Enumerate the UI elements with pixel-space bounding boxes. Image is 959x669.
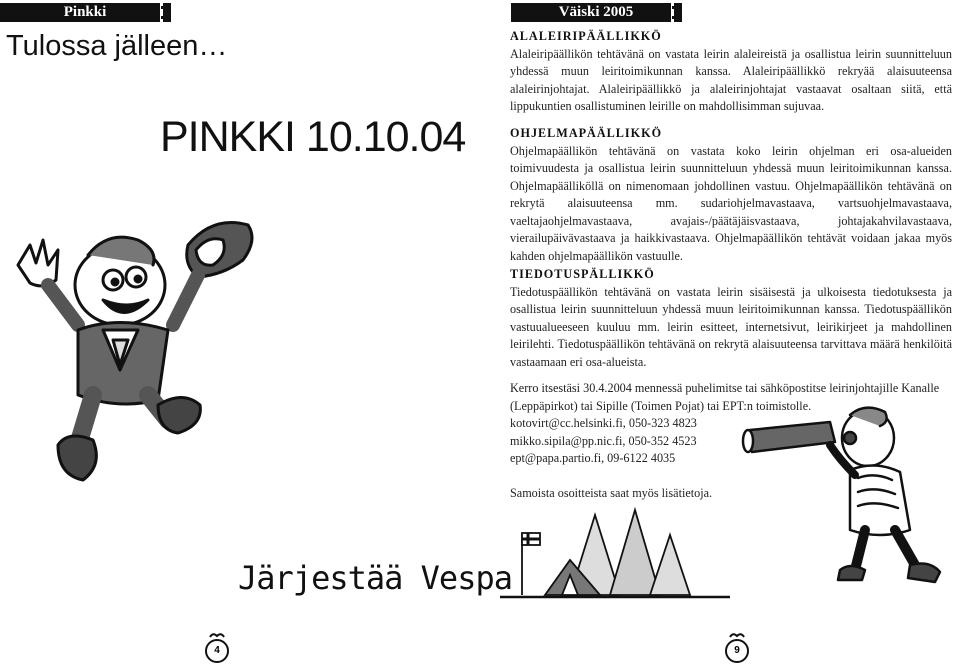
section-tiedotuspaallikko (510, 266, 952, 371)
camp-scene-illustration (500, 505, 730, 605)
right-page-number-text: 9 (734, 645, 740, 656)
contact-line: ept@papa.partio.fi, 09-6122 4035 (510, 451, 676, 465)
contact-line: kotovirt@cc.helsinki.fi, 050-323 4823 (510, 416, 697, 430)
section-body: Tiedotuspäällikön tehtävänä on vastata leirin sisäisestä ja ulkoisesta tiedotuksesta ja osallistua leirin suunnitteluun yhdessä muun leiritoimikunnan kanssa. Tiedotuspäällikön vastuualueeseen kuuluu mm. leirin esitteet, internetsivut, leirikirjeet ja mahdollinen leirilehti. Tiedotuspäällikön tehtävänä on rekrytä alaisuuteensa tarvittava määrä henkilöitä vastaamaan eri osa-alueista. (510, 284, 952, 369)
scout-with-telescope-illustration (740, 400, 950, 590)
section-ohjelmapaallikko (510, 125, 952, 265)
section-alaleiripaallikko (510, 28, 952, 116)
left-page-number-text: 4 (214, 645, 220, 656)
event-name: PINKKI 10.10.04 (160, 113, 466, 161)
section-heading: TIEDOTUSPÄLLIKKÖ (510, 267, 655, 281)
contact-footer: Samoista osoitteista saat myös lisätietoja. (510, 485, 713, 500)
header-left-title: Pinkki (63, 4, 107, 20)
section-body: Alaleiripäällikön tehtävänä on vastata leirin alaleireistä ja osallistua leirin suunnitteluun yhdessä muun leiritoimikunnan kanssa. Alaleiripäällikkö rekryää alaisuuteensa alaleirinjohtajat. Alaleiripäällikkö ja alaleirinjohtajat vastaavat osaltaan siitä, että lippukuntien osallistuminen leirille on mahdollisimman sujuvaa. (510, 46, 952, 113)
tab-marker-icon (671, 3, 685, 22)
header-right-title: Väiski 2005 (558, 4, 634, 20)
left-page-number (203, 632, 231, 666)
event-organizer: Järjestää Vespa (238, 559, 512, 597)
section-heading: OHJELMAPÄÄLLIKKÖ (510, 126, 663, 140)
contact-line: mikko.sipila@pp.nic.fi, 050-352 4523 (510, 433, 697, 448)
contact-intro: Kerro itsestäsi 30.4.2004 mennessä puhelimitse tai sähköpostitse leirinjohtajille Kanalle (Leppäpirkot) tai Sipille (Toimen Pojat) tai EPT:n toimistolle. (510, 381, 940, 413)
left-page-title: Tulossa jälleen… (6, 30, 228, 62)
tab-marker-icon (160, 3, 174, 22)
jumping-scout-illustration (8, 205, 258, 495)
header-right-bar (511, 3, 681, 22)
section-heading: ALALEIRIPÄÄLLIKKÖ (510, 29, 662, 43)
right-page-number (723, 632, 751, 666)
section-body: Ohjelmapäällikön tehtävänä on vastata koko leirin ohjelman eri osa-alueiden toimivuudesta ja osallistua leirin suunnitteluun yhdessä muun leiritoimikunnan kanssa. Ohjelmapäälliköllä on nimenomaan johdollinen vastuu. Ohjelmapäällikön tehtävänä on rekrytä alaisuuteensa mm. sudariohjelmavastaava, vartsuohjelmavastaava, vaeltajaohjelmavastaava, avajais-/päätäjäisvastaava, johtajakahvilavastaava, vierailupäivävastaava ja haikkivastaava. Ohjelmapäällikön tehtävät voidaan jakaa myös kahden ohjelmapäällikön vastuulle. (510, 143, 952, 263)
header-left-bar (0, 3, 170, 22)
